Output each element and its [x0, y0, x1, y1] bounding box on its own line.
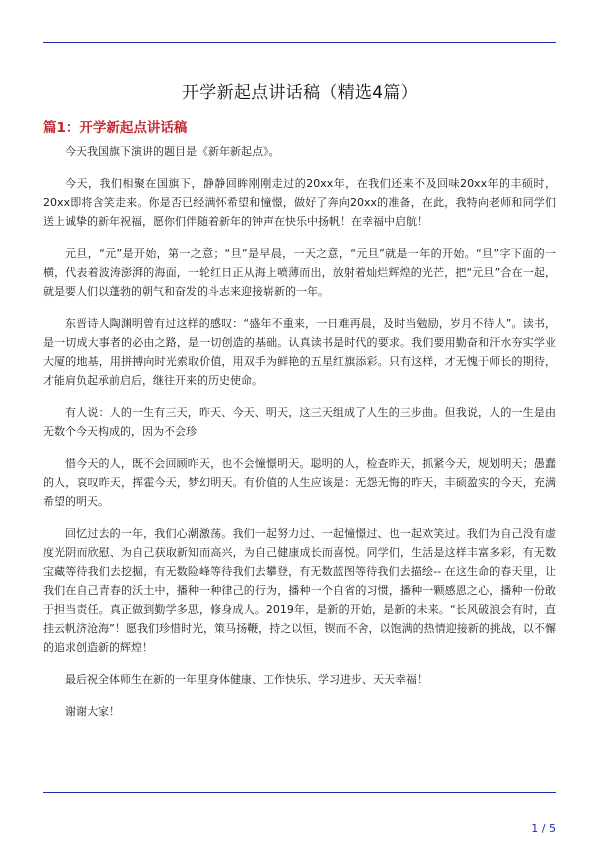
paragraph: 回忆过去的一年，我们心潮激荡。我们一起努力过、一起憧憬过、也一起欢笑过。我们为自己没有虚度光阴而欣慰、为自己获取新知而高兴，为自己健康成长而喜悦。同学们，生活是这样丰富多彩，有无数宝藏等待我们去挖掘，有无数险峰等待我们去攀登，有无数蓝图等待我们去描绘-- 在这生命的春天里，让我们在自己青春的沃土中，播种一种律己的行为，播种一个自省的习惯，播种一颗感恩之心，播种一份敢于担当责任。真正做到勤学多思，修身成人。2019年，是新的开始，是新的未来。“长风破浪会有时，直挂云帆济沧海”！愿我们珍惜时光，策马扬鞭，持之以恒，锲而不舍，以饱满的热情迎接新的挑战，以不懈的追求创造新的辉煌！	[43, 527, 556, 654]
document-title: 开学新起点讲话稿（精选4篇）	[181, 83, 418, 103]
header-rule	[43, 42, 556, 43]
paragraph: 谢谢大家！	[65, 705, 120, 718]
footer-rule	[43, 792, 556, 793]
page-indicator: 1 / 5	[531, 822, 556, 835]
paragraph: 惜今天的人，既不会回顾昨天，也不会憧憬明天。聪明的人，检查昨天，抓紧今天，规划明天；愚蠢的人，哀叹昨天，挥霍今天，梦幻明天。有价值的人生应该是：无怨无悔的昨天，丰硕盈实的今天，充满希望的明天。	[43, 457, 556, 508]
section-heading: 篇1：开学新起点讲话稿	[43, 120, 188, 136]
document-body	[43, 142, 556, 734]
paragraph: 最后祝全体师生在新的一年里身体健康、工作快乐、学习进步、天天幸福！	[65, 673, 428, 686]
paragraph: 今天，我们相聚在国旗下，静静回眸刚刚走过的20xx年，在我们还来不及回味20xx年的丰硕时，20xx即将含笑走来。你是否已经满怀希望和憧憬，做好了奔向20xx的准备，在此，我特向老师和同学们送上诚挚的新年祝福，愿你们伴随着新年的钟声在快乐中扬帆！在幸福中启航！	[43, 177, 556, 228]
paragraph: 元旦，“元”是开始，第一之意；“旦”是早晨，一天之意，“元旦”就是一年的开始。“旦”字下面的一横，代表着波涛澎湃的海面，一轮红日正从海上喷薄而出，放射着灿烂辉煌的光芒，把“元旦”合在一起，就是要人们以蓬勃的朝气和奋发的斗志来迎接崭新的一年。	[43, 247, 556, 298]
paragraph: 东晋诗人陶渊明曾有过这样的感叹：“盛年不重来，一日难再晨，及时当勉励，岁月不待人”。读书，是一切成大事者的必由之路，是一切创造的基础。认真读书是时代的要求。我们要用勤奋和汗水夯实学业大厦的地基，用拼搏向时光索取价值，用双手为鲜艳的五星红旗添彩。只有这样，才无愧于师长的期待，才能肩负起承前启后，继往开来的历史使命。	[43, 317, 556, 387]
paragraph: 今天我国旗下演讲的题目是《新年新起点》。	[65, 145, 280, 158]
paragraph: 有人说：人的一生有三天，昨天、今天、明天，这三天组成了人生的三步曲。但我说，人的一生是由无数个今天构成的，因为不会珍	[43, 406, 556, 438]
